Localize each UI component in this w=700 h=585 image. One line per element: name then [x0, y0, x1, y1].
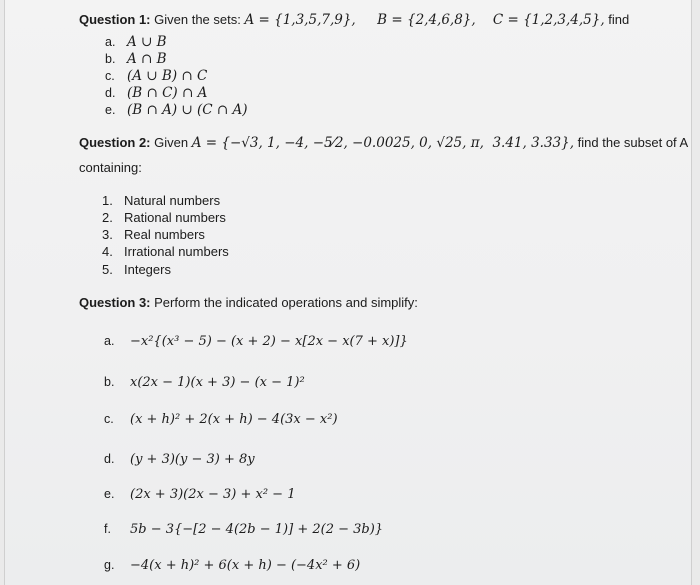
item-text: Irrational numbers	[124, 244, 229, 259]
item-label: c.	[104, 412, 114, 426]
question-3-item-e	[104, 487, 295, 502]
question-3-item-a	[104, 334, 408, 349]
question-2-prompt: Given	[154, 135, 189, 150]
item-label: b.	[104, 375, 115, 389]
item-expression: (B ∩ A) ∪ (C ∩ A)	[127, 102, 248, 118]
question-1-item-b	[105, 51, 167, 67]
item-expression: −x²{(x³ − 5) − (x + 2) − x[2x − x(7 + x)]}	[130, 334, 408, 349]
item-number: 5.	[102, 262, 113, 277]
item-label: c.	[105, 69, 115, 83]
item-expression: A ∩ B	[127, 51, 167, 67]
question-3-title: Question 3:	[79, 295, 151, 310]
question-3-prompt: Perform the indicated operations and simplify:	[154, 295, 418, 310]
item-label: a.	[104, 334, 115, 348]
question-2-title: Question 2:	[79, 135, 151, 150]
item-number: 1.	[102, 193, 113, 208]
question-2-line-2: containing:	[79, 160, 142, 175]
question-1-header	[79, 12, 629, 28]
item-expression: (y + 3)(y − 3) + 8y	[130, 452, 255, 467]
item-expression: (2x + 3)(2x − 3) + x² − 1	[130, 487, 296, 502]
item-label: b.	[105, 52, 116, 66]
item-number: 4.	[102, 244, 113, 259]
item-text: Real numbers	[124, 227, 205, 242]
item-label: f.	[104, 522, 111, 536]
item-label: a.	[105, 35, 116, 49]
question-2-item-5	[102, 262, 171, 277]
question-3-item-g	[104, 558, 360, 573]
question-3-header	[79, 295, 418, 310]
question-2-item-1	[102, 193, 220, 208]
item-text: Natural numbers	[124, 193, 221, 208]
question-1-item-c	[105, 68, 207, 84]
item-expression: x(2x − 1)(x + 3) − (x − 1)²	[130, 375, 305, 390]
question-2-item-4	[102, 244, 229, 259]
question-1-item-e	[105, 102, 248, 118]
item-text: Integers	[124, 262, 171, 277]
item-expression: (A ∪ B) ∩ C	[127, 68, 208, 84]
question-1-item-d	[105, 85, 207, 101]
question-2-header	[79, 135, 688, 151]
question-3-item-b	[104, 375, 305, 390]
question-1-prompt: Given the sets:	[154, 12, 241, 27]
question-1-sets: A = {1,3,5,7,9}, B = {2,4,6,8}, C = {1,2,3,4,5},	[244, 12, 605, 28]
item-label: e.	[105, 103, 116, 117]
question-3-item-c	[104, 412, 338, 427]
question-1-tail: find	[608, 12, 630, 27]
worksheet-page	[4, 0, 692, 585]
item-label: d.	[104, 452, 115, 466]
item-expression: (B ∩ C) ∩ A	[127, 85, 208, 101]
item-expression: 5b − 3{−[2 − 4(2b − 1)] + 2(2 − 3b)}	[130, 522, 384, 537]
item-label: d.	[105, 86, 116, 100]
item-expression: (x + h)² + 2(x + h) − 4(3x − x²)	[130, 412, 338, 427]
item-label: e.	[104, 487, 115, 501]
item-expression: −4(x + h)² + 6(x + h) − (−4x² + 6)	[130, 558, 361, 573]
question-3-item-d	[104, 452, 255, 467]
item-text: Rational numbers	[124, 210, 226, 225]
question-2-tail: find the subset of A	[577, 135, 689, 150]
item-label: g.	[104, 558, 115, 572]
question-2-item-3	[102, 227, 205, 242]
item-number: 3.	[102, 227, 113, 242]
question-2-item-2	[102, 210, 226, 225]
question-2-set: A = {−√3, 1, −4, −5⁄2, −0.0025, 0, √25, π, 3.41, 3.33},	[191, 135, 575, 151]
question-1-title: Question 1:	[79, 12, 151, 27]
question-1-item-a	[105, 34, 167, 50]
item-number: 2.	[102, 210, 113, 225]
question-3-item-f	[104, 522, 383, 537]
item-expression: A ∪ B	[127, 34, 167, 50]
